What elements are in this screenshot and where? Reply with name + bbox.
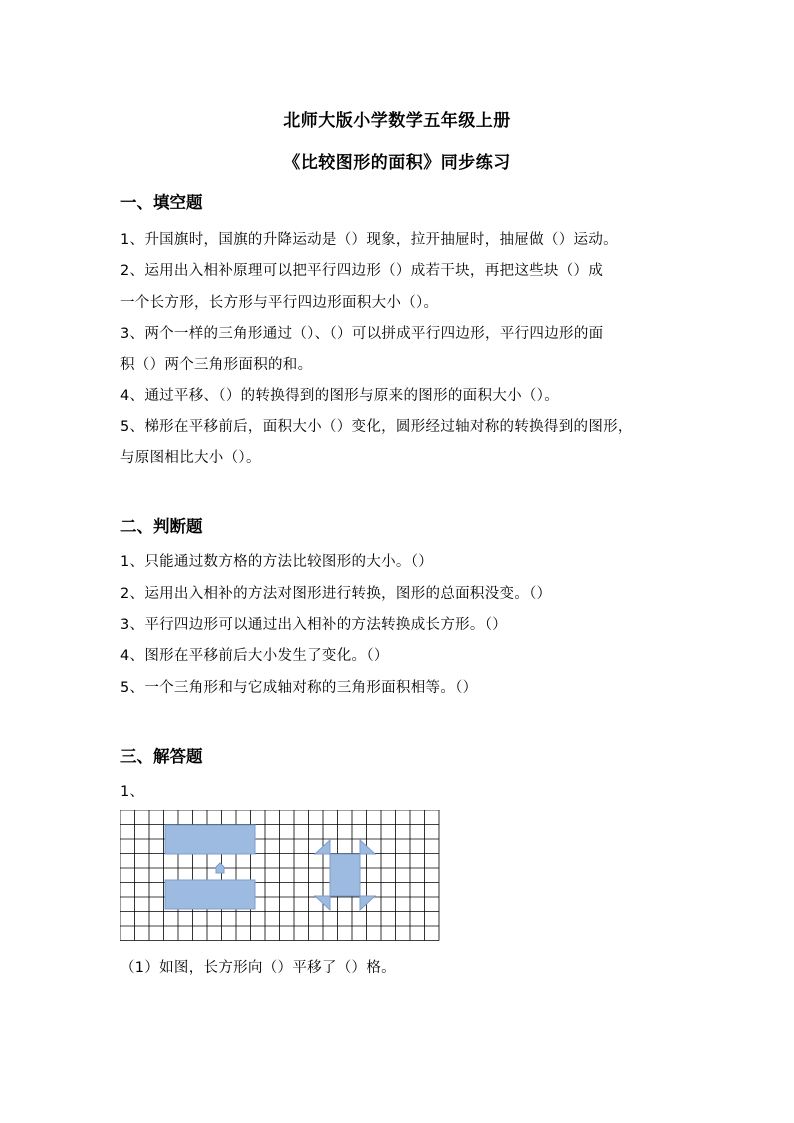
question-line: 4、图形在平移前后大小发生了变化。（） bbox=[120, 648, 389, 664]
question-number: 1、 bbox=[120, 784, 145, 800]
question-line: 3、平行四边形可以通过出入相补的方法转换成长方形。（） bbox=[120, 617, 508, 633]
question-line: 积（）两个三角形面积的和。 bbox=[120, 357, 313, 373]
question-line: 5、梯形在平移前后，面积大小（）变化，圆形经过轴对称的转换得到的图形， bbox=[120, 419, 633, 435]
section-heading-answer: 三、解答题 bbox=[120, 747, 203, 766]
section-heading-fill-in: 一、填空题 bbox=[120, 193, 203, 212]
sub-question: （1）如图，长方形向（）平移了（）格。 bbox=[120, 960, 396, 976]
question-line: 一个长方形，长方形与平行四边形面积大小（）。 bbox=[120, 295, 439, 311]
question-line: 与原图相比大小（）。 bbox=[120, 450, 261, 466]
symmetric-figure bbox=[315, 840, 375, 910]
question-line: 2、运用出入相补的方法对图形进行转换，图形的总面积没变。（） bbox=[120, 586, 552, 602]
section-heading-true-false: 二、判断题 bbox=[120, 517, 203, 536]
document-title: 北师大版小学数学五年级上册 bbox=[283, 111, 511, 131]
question-line: 3、两个一样的三角形通过（）、（）可以拼成平行四边形，平行四边形的面 bbox=[120, 326, 604, 342]
question-line: 1、升国旗时，国旗的升降运动是（）现象，拉开抽屉时，抽屉做（）运动。 bbox=[120, 232, 618, 248]
symmetric-triangle bbox=[360, 896, 375, 910]
rectangle-after-translation bbox=[165, 880, 255, 909]
small-arrow-shape bbox=[216, 863, 224, 873]
rectangle-before-translation bbox=[165, 825, 255, 854]
question-line: 2、运用出入相补原理可以把平行四边形（）成若干块，再把这些块（）成 bbox=[120, 263, 604, 279]
question-line: 5、一个三角形和与它成轴对称的三角形面积相等。（） bbox=[120, 680, 478, 696]
question-line: 1、只能通过数方格的方法比较图形的大小。（） bbox=[120, 554, 434, 570]
grid-figure bbox=[120, 810, 440, 942]
document-subtitle: 《比较图形的面积》同步练习 bbox=[283, 153, 511, 173]
symmetric-triangle bbox=[315, 896, 330, 910]
symmetric-triangle bbox=[360, 840, 375, 854]
symmetric-triangle bbox=[315, 840, 330, 854]
symmetric-center-square bbox=[330, 854, 360, 896]
question-line: 4、通过平移、（）的转换得到的图形与原来的图形的面积大小（）。 bbox=[120, 388, 560, 404]
